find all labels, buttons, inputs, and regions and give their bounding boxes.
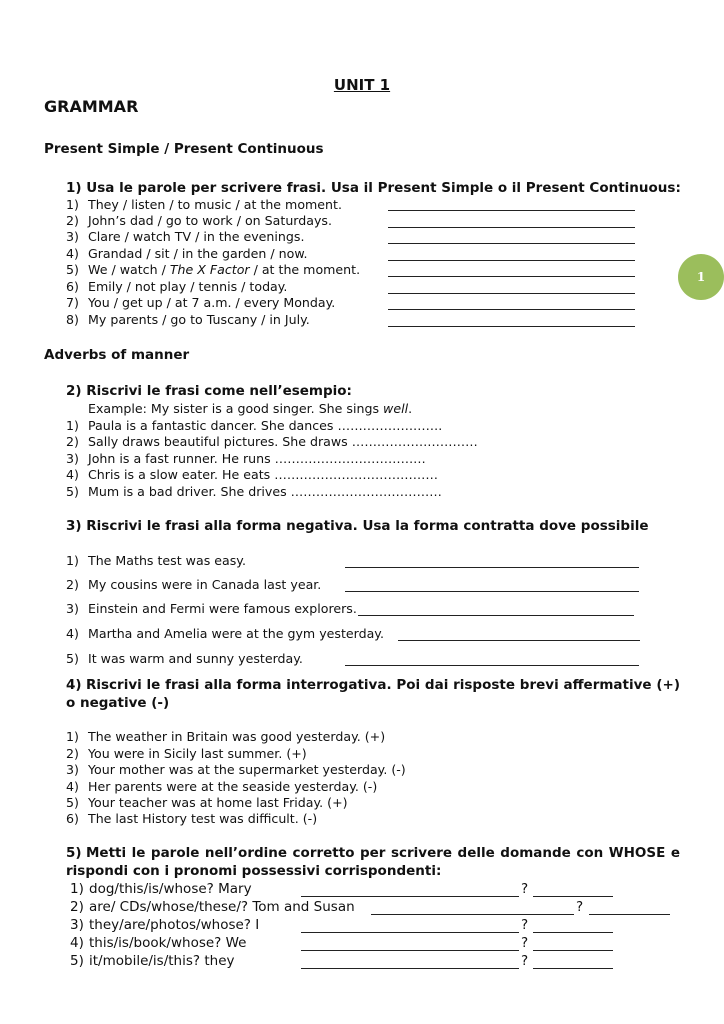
section-title: GRAMMAR (44, 97, 139, 116)
exercise1-item: 1) They / listen / to music / at the moment. (66, 197, 342, 212)
exercise5-item: 1) dog/this/is/whose? Mary (70, 881, 252, 897)
answer-line[interactable] (388, 210, 635, 211)
question-line[interactable] (301, 950, 519, 951)
answer-line[interactable] (345, 591, 639, 592)
answer-line[interactable] (345, 665, 639, 666)
exercise5-heading: 5) Metti le parole nell’ordine corretto per scrivere delle domande con WHOSE e rispondi con i pronomi possessivi corrispondenti: (66, 845, 680, 879)
question-line[interactable] (301, 968, 519, 969)
exercise5-item: 5) it/mobile/is/this? they (70, 953, 235, 969)
exercise3-item: 3) Einstein and Fermi were famous explorers. (66, 601, 357, 616)
answer-line[interactable] (533, 896, 613, 897)
answer-line[interactable] (388, 293, 635, 294)
subsection-title-adverbs: Adverbs of manner (44, 347, 190, 363)
exercise1-item: 6) Emily / not play / tennis / today. (66, 279, 288, 294)
page-number-badge: 1 (678, 254, 724, 300)
answer-line[interactable] (388, 227, 635, 228)
exercise4-item: 4) Her parents were at the seaside yesterday. (-) (66, 779, 378, 794)
exercise1-heading: 1) Usa le parole per scrivere frasi. Usa il Present Simple o il Present Continuous: (66, 180, 681, 196)
exercise2-item: 4) Chris is a slow eater. He eats ………………………………… (66, 467, 438, 482)
exercise1-item: 7) You / get up / at 7 a.m. / every Monday. (66, 295, 336, 310)
answer-line[interactable] (388, 309, 635, 310)
question-line[interactable] (301, 896, 519, 897)
exercise1-item: 5) We / watch / The X Factor / at the moment. (66, 262, 361, 277)
exercise1-item: 2) John’s dad / go to work / on Saturdays. (66, 213, 332, 228)
unit-title: UNIT 1 (333, 76, 391, 94)
answer-line[interactable] (388, 276, 635, 277)
answer-line[interactable] (388, 243, 635, 244)
exercise5-item: 2) are/ CDs/whose/these/? Tom and Susan (70, 899, 355, 915)
exercise4-item: 6) The last History test was difficult. (-) (66, 811, 318, 826)
answer-line[interactable] (358, 615, 634, 616)
question-line[interactable] (371, 914, 574, 915)
answer-line[interactable] (533, 932, 613, 933)
question-mark: ? (576, 899, 584, 915)
answer-line[interactable] (533, 968, 613, 969)
question-mark: ? (521, 917, 529, 933)
answer-line[interactable] (533, 950, 613, 951)
exercise2-heading: 2) Riscrivi le frasi come nell’esempio: (66, 383, 352, 399)
answer-line[interactable] (589, 914, 670, 915)
exercise1-item: 3) Clare / watch TV / in the evenings. (66, 229, 305, 244)
answer-line[interactable] (388, 260, 635, 261)
question-line[interactable] (301, 932, 519, 933)
exercise5-item: 4) this/is/book/whose? We (70, 935, 247, 951)
exercise2-item: 1) Paula is a fantastic dancer. She dances ……………………. (66, 418, 443, 433)
answer-line[interactable] (398, 640, 640, 641)
exercise4-item: 5) Your teacher was at home last Friday. (+) (66, 795, 348, 810)
exercise4-heading: 4) Riscrivi le frasi alla forma interrogativa. Poi dai risposte brevi affermative (+) o negative (-) (66, 677, 680, 711)
question-mark: ? (521, 953, 529, 969)
question-mark: ? (521, 881, 529, 897)
exercise2-example: Example: My sister is a good singer. She sings well. (88, 401, 413, 416)
exercise2-item: 2) Sally draws beautiful pictures. She draws ………………………… (66, 434, 478, 449)
exercise3-item: 2) My cousins were in Canada last year. (66, 577, 322, 592)
exercise3-item: 1) The Maths test was easy. (66, 553, 246, 568)
exercise4-item: 1) The weather in Britain was good yesterday. (+) (66, 729, 386, 744)
exercise3-item: 4) Martha and Amelia were at the gym yesterday. (66, 626, 384, 641)
exercise4-item: 2) You were in Sicily last summer. (+) (66, 746, 307, 761)
subsection-title-present: Present Simple / Present Continuous (44, 141, 324, 157)
exercise3-item: 5) It was warm and sunny yesterday. (66, 651, 303, 666)
exercise1-item: 4) Grandad / sit / in the garden / now. (66, 246, 308, 261)
exercise2-item: 5) Mum is a bad driver. She drives ……………………………… (66, 484, 442, 499)
exercise1-item: 8) My parents / go to Tuscany / in July. (66, 312, 310, 327)
answer-line[interactable] (345, 567, 639, 568)
exercise5-item: 3) they/are/photos/whose? I (70, 917, 260, 933)
answer-line[interactable] (388, 326, 635, 327)
exercise2-item: 3) John is a fast runner. He runs ……………………………… (66, 451, 426, 466)
exercise3-heading: 3) Riscrivi le frasi alla forma negativa. Usa la forma contratta dove possibile (66, 518, 649, 534)
question-mark: ? (521, 935, 529, 951)
exercise4-item: 3) Your mother was at the supermarket yesterday. (-) (66, 762, 406, 777)
